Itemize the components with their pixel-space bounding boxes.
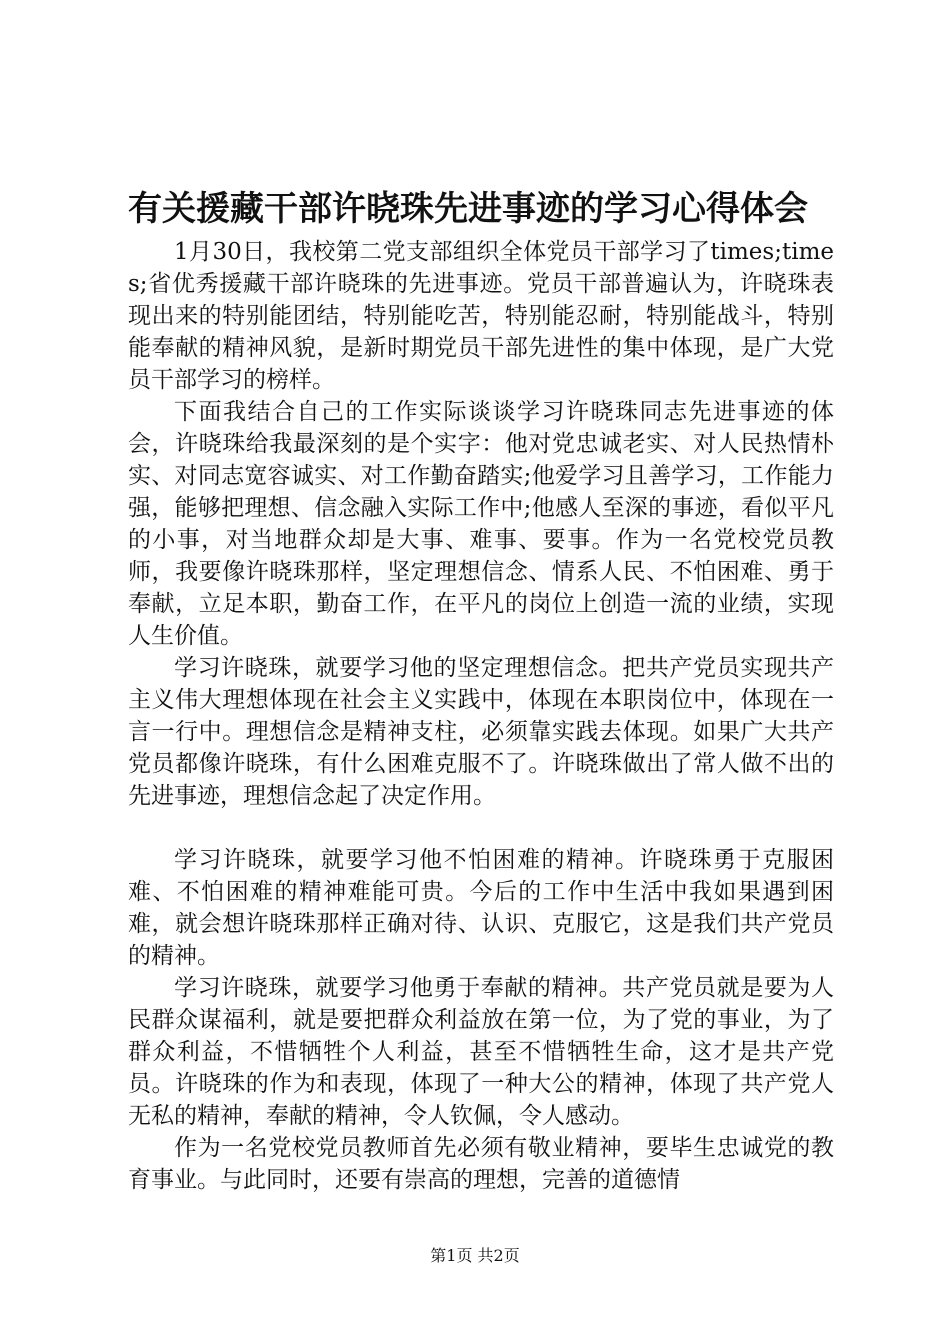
paragraph-6: 作为一名党校党员教师首先必须有敬业精神，要毕生忠诚党的教育事业。与此同时，还要有崇高的理想，完善的道德情 — [128, 1135, 834, 1193]
paragraph-4: 学习许晓珠，就要学习他不怕困难的精神。许晓珠勇于克服困难、不怕困难的精神难能可贵。今后的工作中生活中我如果遇到困难，就会想许晓珠那样正确对待、认识、克服它，这是我们共产党员的精神。 — [128, 847, 834, 969]
document-body — [128, 236, 834, 1196]
paragraph-5: 学习许晓珠，就要学习他勇于奉献的精神。共产党员就是要为人民群众谋福利，就是要把群众利益放在第一位，为了党的事业，为了群众利益，不惜牺牲个人利益，甚至不惜牺牲生命，这才是共产党员。许晓珠的作为和表现，体现了一种大公的精神，体现了共产党人无私的精神，奉献的精神，令人钦佩，令人感动。 — [128, 975, 834, 1129]
paragraph-1: 1月30日，我校第二党支部组织全体党员干部学习了times;times;省优秀援藏干部许晓珠的先进事迹。党员干部普遍认为，许晓珠表现出来的特别能团结，特别能吃苦，特别能忍耐，特别能战斗，特别能奉献的精神风貌，是新时期党员干部先进性的集中体现，是广大党员干部学习的榜样。 — [128, 239, 834, 393]
document-title: 有关援藏干部许晓珠先进事迹的学习心得体会 — [128, 189, 808, 229]
paragraph-2: 下面我结合自己的工作实际谈谈学习许晓珠同志先进事迹的体会，许晓珠给我最深刻的是个实字：他对党忠诚老实、对人民热情朴实、对同志宽容诚实、对工作勤奋踏实;他爱学习且善学习，工作能力强，能够把理想、信念融入实际工作中;他感人至深的事迹，看似平凡的小事，对当地群众却是大事、难事、要事。作为一名党校党员教师，我要像许晓珠那样，坚定理想信念、情系人民、不怕困难、勇于奉献，立足本职，勤奋工作，在平凡的岗位上创造一流的业绩，实现人生价值。 — [128, 399, 834, 649]
paragraph-3: 学习许晓珠，就要学习他的坚定理想信念。把共产党员实现共产主义伟大理想体现在社会主义实践中，体现在本职岗位中，体现在一言一行中。理想信念是精神支柱，必须靠实践去体现。如果广大共产党员都像许晓珠，有什么困难克服不了。许晓珠做出了常人做不出的先进事迹，理想信念起了决定作用。 — [128, 655, 834, 809]
page-footer: 第1页 共2页 — [430, 1246, 520, 1265]
